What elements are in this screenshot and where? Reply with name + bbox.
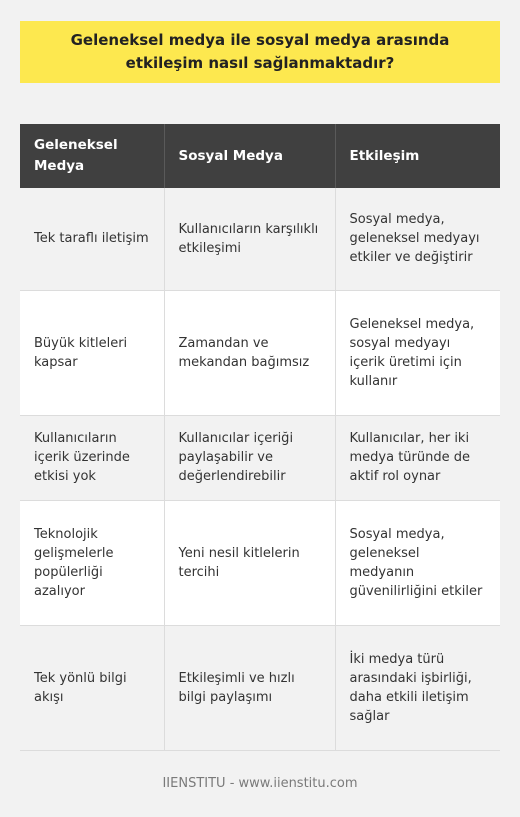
- table-cell: Tek yönlü bilgi akışı: [20, 625, 164, 750]
- table-row: [20, 188, 500, 290]
- table-cell: Büyük kitleleri kapsar: [20, 290, 164, 415]
- table-row: [20, 290, 500, 415]
- table-cell: Sosyal medya, geleneksel medyayı etkiler ve değiştirir: [335, 188, 500, 290]
- table-cell: Geleneksel medya, sosyal medyayı içerik üretimi için kullanır: [335, 290, 500, 415]
- table-cell: Kullanıcılar içeriği paylaşabilir ve değerlendirebilir: [164, 415, 335, 500]
- page-title: Geleneksel medya ile sosyal medya arasında etkileşim nasıl sağlanmaktadır?: [70, 31, 450, 72]
- table-row: [20, 500, 500, 625]
- table-cell: Kullanıcılar, her iki medya türünde de aktif rol oynar: [335, 415, 500, 500]
- table-cell: İki medya türü arasındaki işbirliği, daha etkili iletişim sağlar: [335, 625, 500, 750]
- table-cell: Kullanıcıların karşılıklı etkileşimi: [164, 188, 335, 290]
- table-row: [20, 625, 500, 750]
- header-social-media: Sosyal Medya: [164, 124, 335, 188]
- table-cell: Kullanıcıların içerik üzerinde etkisi yok: [20, 415, 164, 500]
- table-cell: Etkileşimli ve hızlı bilgi paylaşımı: [164, 625, 335, 750]
- title-banner: [20, 21, 500, 83]
- table-cell: Yeni nesil kitlelerin tercihi: [164, 500, 335, 625]
- table-cell: Sosyal medya, geleneksel medyanın güvenilirliğini etkiler: [335, 500, 500, 625]
- header-interaction: Etkileşim: [335, 124, 500, 188]
- header-traditional-media: Geleneksel Medya: [20, 124, 164, 188]
- table-header-row: [20, 124, 500, 188]
- footer-credit: IIENSTITU - www.iienstitu.com: [162, 776, 358, 791]
- table-cell: Tek taraflı iletişim: [20, 188, 164, 290]
- table-cell: Zamandan ve mekandan bağımsız: [164, 290, 335, 415]
- comparison-table: [20, 124, 500, 751]
- table-cell: Teknolojik gelişmelerle popülerliği azalıyor: [20, 500, 164, 625]
- table-row: [20, 415, 500, 500]
